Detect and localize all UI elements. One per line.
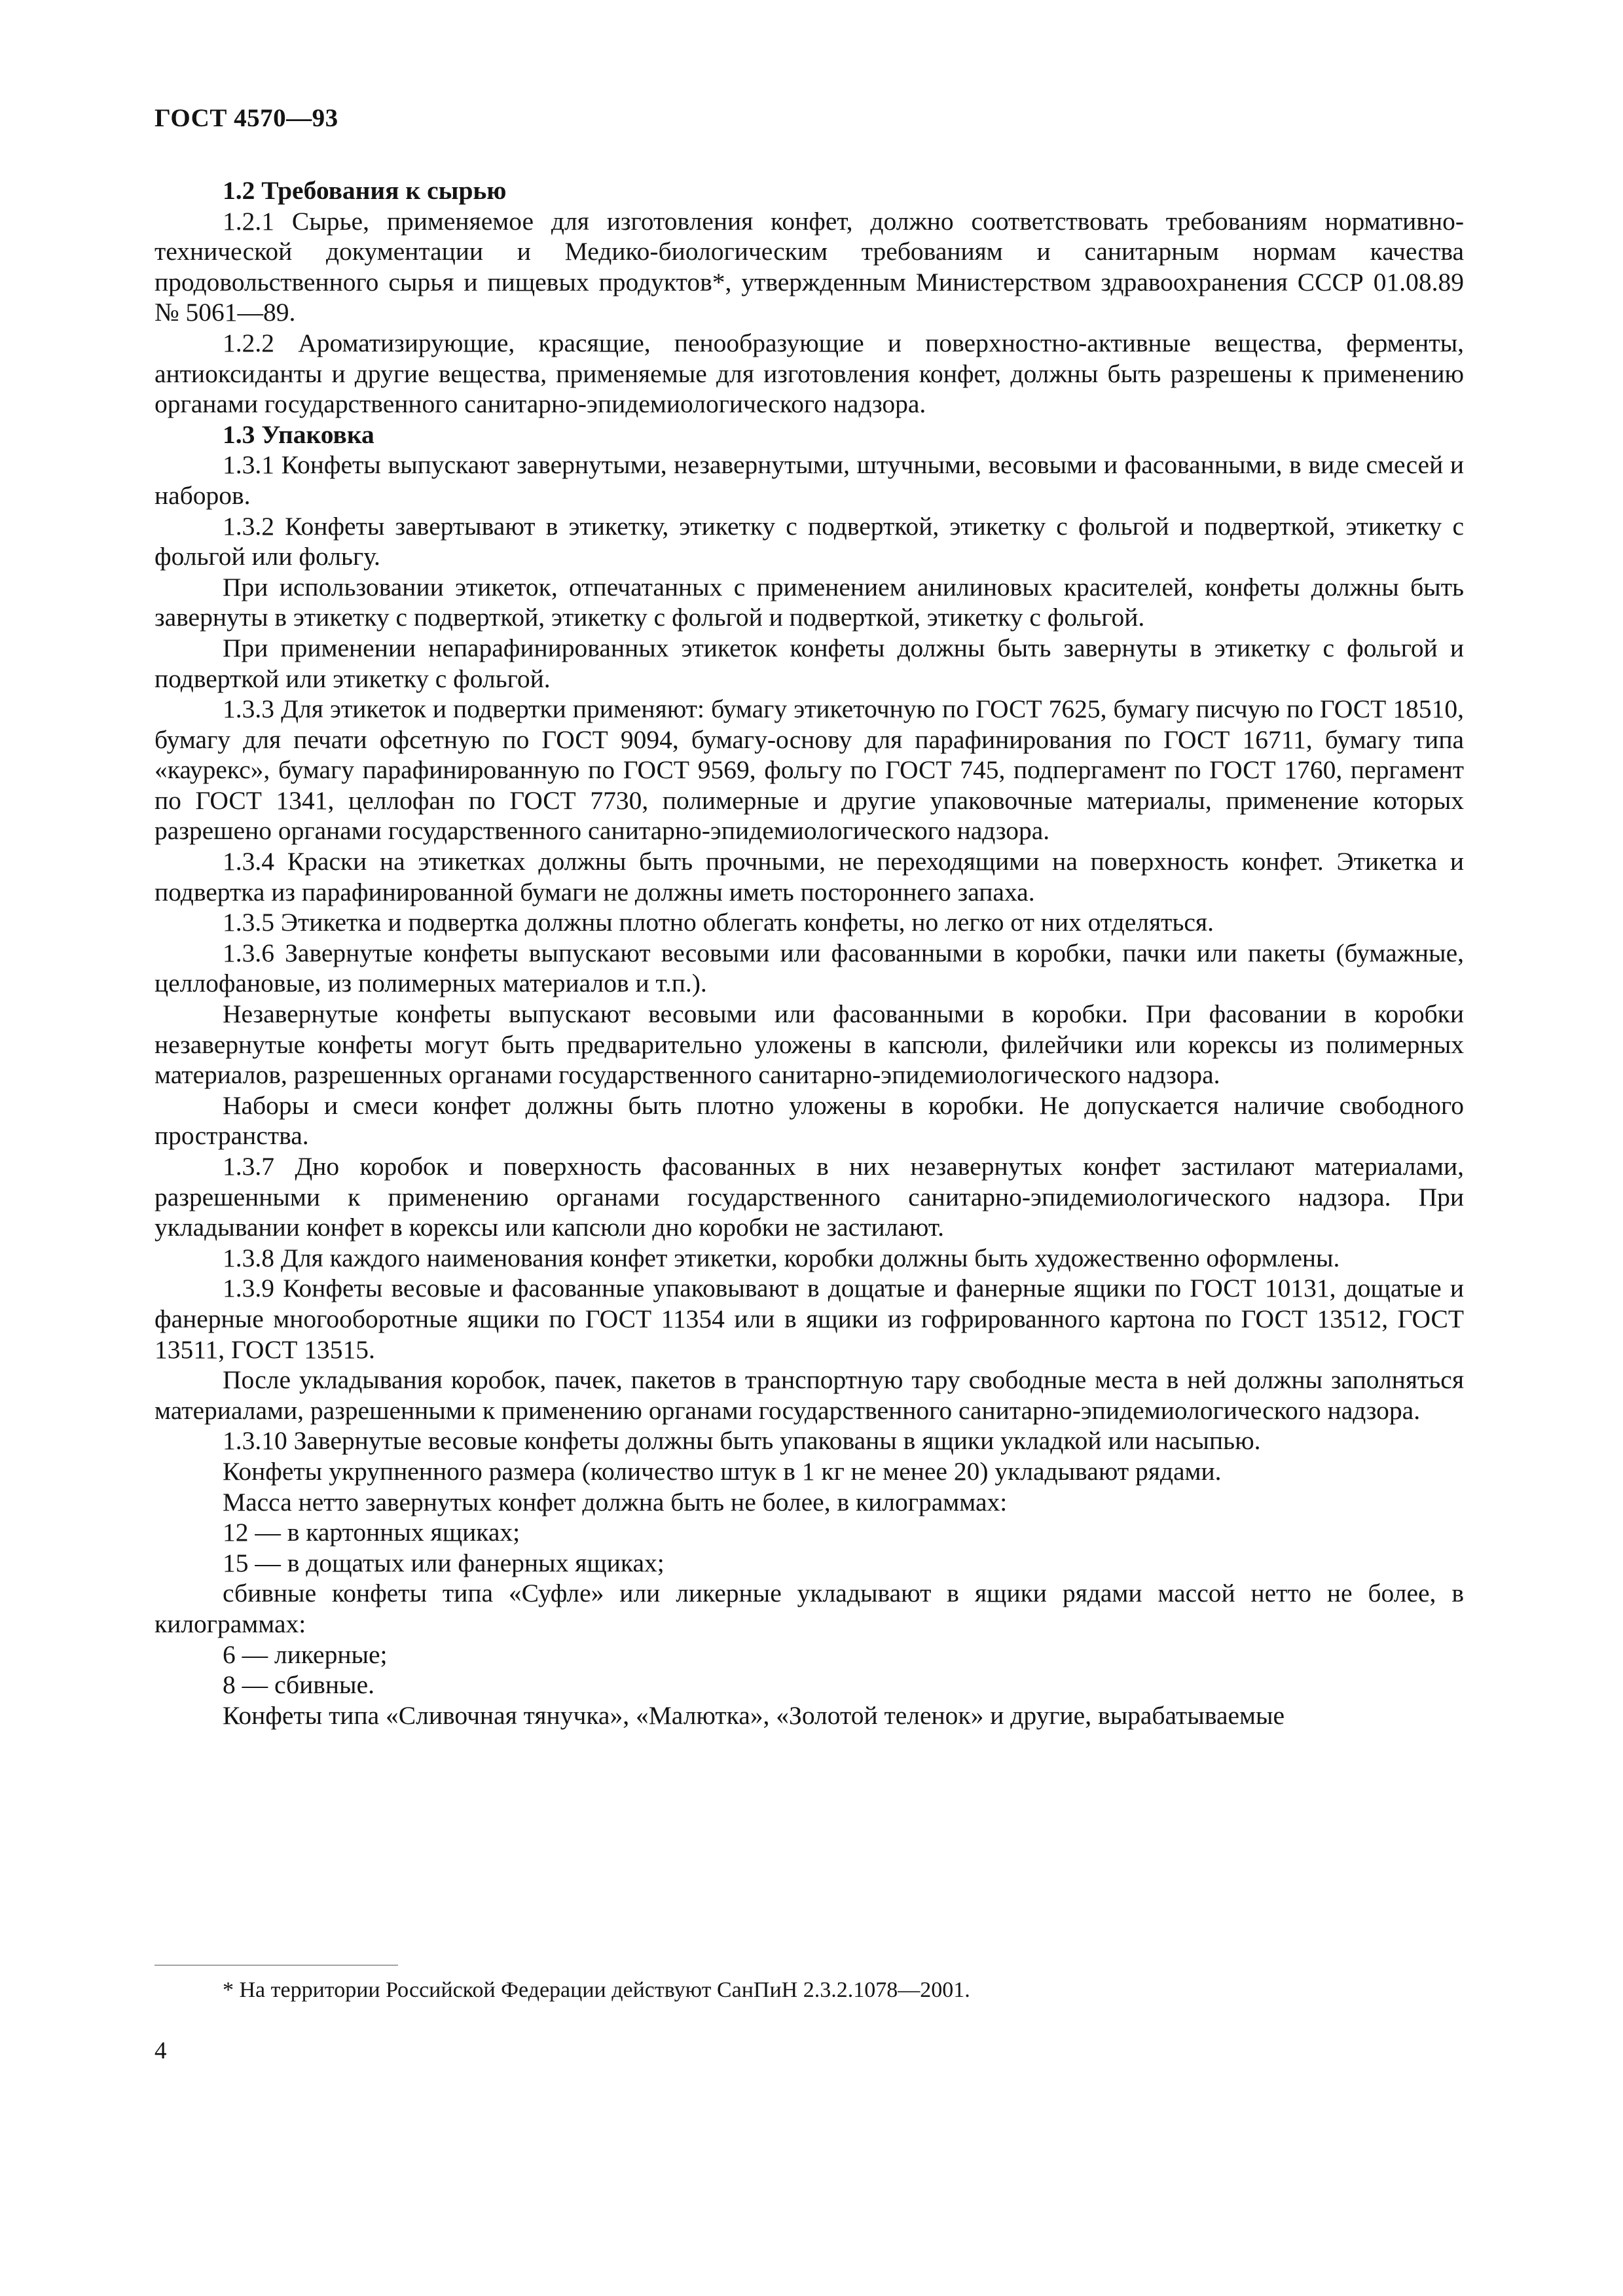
paragraph: При применении непарафинированных этикеток конфеты должны быть завернуты в этикетку с фольгой и подверткой или этикетку с фольгой. [155, 633, 1464, 693]
paragraph: Наборы и смеси конфет должны быть плотно уложены в коробки. Не допускается наличие свободного пространства. [155, 1090, 1464, 1151]
paragraph: После укладывания коробок, пачек, пакетов в транспортную тару свободные места в ней должны заполняться материалами, разрешенными к применению органами государственного санитарно-эпидемиологического надзора. [155, 1365, 1464, 1425]
paragraph: сбивные конфеты типа «Суфле» или ликерные укладывают в ящики рядами массой нетто не более, в килограммах: [155, 1579, 1464, 1638]
paragraph: 1.3.7 Дно коробок и поверхность фасованных в них незавернутых конфет застилают материалами, разрешенными к применению органами государственного санитарно-эпидемиологического надзора. При укладывании конфет в корексы или капсюли дно коробки не застилают. [155, 1152, 1464, 1242]
footnote: * На территории Российской Федерации действуют СанПиН 2.3.2.1078—2001. [223, 1978, 970, 2002]
paragraph: 1.3.1 Конфеты выпускают завернутыми, незавернутыми, штучными, весовыми и фасованными, в виде смесей и наборов. [155, 450, 1464, 510]
paragraph: Незавернутые конфеты выпускают весовыми или фасованными в коробки. При фасовании в коробки незавернутые конфеты могут быть предварительно уложены в капсюли, филейчики или корексы из полимерных материалов, разрешенных органами государственного санитарно-эпидемиологического надзора. [155, 999, 1464, 1090]
paragraph: 1.3.5 Этикетка и подвертка должны плотно облегать конфеты, но легко от них отделяться. [223, 908, 1214, 937]
paragraph: Масса нетто завернутых конфет должна быть не более, в килограммах: [223, 1487, 1008, 1516]
paragraph: 1.2.1 Сырье, применяемое для изготовления конфет, должно соответствовать требованиям нормативно-технической документации и Медико-биологическим требованиям и санитарным нормам качества продовольственного сырья и пищевых продуктов*, утвержденным Министерством здравоохранения СССР 01.08.89 № 5061—89. [155, 206, 1464, 327]
paragraph: 1.3.9 Конфеты весовые и фасованные упаковывают в дощатые и фанерные ящики по ГОСТ 10131, дощатые и фанерные многооборотные ящики по ГОСТ 11354 или в ящики из гофрированного картона по ГОСТ 13512, ГОСТ 13511, ГОСТ 13515. [155, 1274, 1464, 1364]
paragraph: 1.3.6 Завернутые конфеты выпускают весовыми или фасованными в коробки, пачки или пакеты (бумажные, целлофановые, из полимерных материалов и т.п.). [155, 938, 1464, 998]
paragraph: 6 — ликерные; [223, 1640, 388, 1669]
paragraph: 1.3.2 Конфеты завертывают в этикетку, этикетку с подверткой, этикетку с фольгой и подверткой, этикетку с фольгой или фольгу. [155, 511, 1464, 571]
section-heading: 1.3 Упаковка [223, 420, 374, 449]
document-body [155, 175, 1464, 1731]
paragraph: 1.3.4 Краски на этикетках должны быть прочными, не переходящими на поверхность конфет. Этикетка и подвертка из парафинированной бумаги не должны иметь постороннего запаха. [155, 847, 1464, 906]
paragraph: 15 — в дощатых или фанерных ящиках; [223, 1548, 665, 1577]
paragraph: 1.2.2 Ароматизирующие, красящие, пенообразующие и поверхностно-активные вещества, ферменты, антиоксиданты и другие вещества, применяемые для изготовления конфет, должны быть разрешены к применению органами государственного санитарно-эпидемиологического надзора. [155, 328, 1464, 419]
paragraph: 1.3.10 Завернутые весовые конфеты должны быть упакованы в ящики укладкой или насыпью. [223, 1426, 1261, 1456]
page-number: 4 [155, 2037, 167, 2064]
paragraph: Конфеты укрупненного размера (количество штук в 1 кг не менее 20) укладывают рядами. [223, 1456, 1222, 1486]
paragraph: 12 — в картонных ящиках; [223, 1518, 520, 1547]
section-heading: 1.2 Требования к сырью [223, 176, 507, 205]
paragraph: При использовании этикеток, отпечатанных с применением анилиновых красителей, конфеты должны быть завернуты в этикетку с подверткой, этикетку с фольгой и подверткой, этикетку с фольгой. [155, 572, 1464, 632]
paragraph: 8 — сбивные. [223, 1670, 374, 1700]
paragraph: 1.3.8 Для каждого наименования конфет этикетки, коробки должны быть художественно оформлены. [223, 1243, 1340, 1272]
document-code-header: ГОСТ 4570—93 [155, 104, 338, 132]
paragraph: Конфеты типа «Сливочная тянучка», «Малютка», «Золотой теленок» и другие, вырабатываемые [223, 1700, 1285, 1730]
paragraph: 1.3.3 Для этикеток и подвертки применяют: бумагу этикеточную по ГОСТ 7625, бумагу писчую по ГОСТ 18510, бумагу для печати офсетную по ГОСТ 9094, бумагу-основу для парафинирования по ГОСТ 16711, бумагу типа «каурекс», бумагу парафинированную по ГОСТ 9569, фольгу по ГОСТ 745, подпергамент по ГОСТ 1760, пергамент по ГОСТ 1341, целлофан по ГОСТ 7730, полимерные и другие упаковочные материалы, применение которых разрешено органами государственного санитарно-эпидемиологического надзора. [155, 694, 1464, 846]
